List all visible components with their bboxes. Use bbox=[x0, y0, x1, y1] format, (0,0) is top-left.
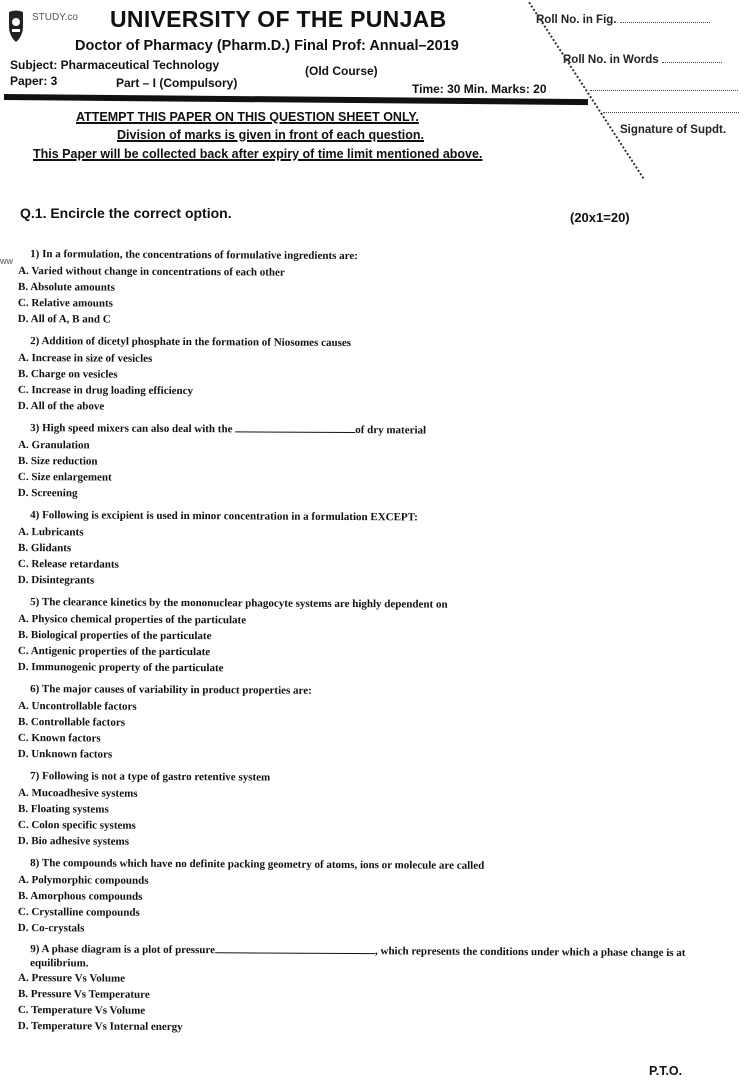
signature-supdt-label: Signature of Supdt. bbox=[620, 124, 727, 136]
option-a[interactable]: A. Increase in size of vesicles bbox=[18, 352, 153, 365]
question-list bbox=[18, 246, 708, 1040]
option-b[interactable]: B. Pressure Vs Temperature bbox=[17, 988, 150, 1001]
option-d[interactable]: D. Screening bbox=[17, 486, 78, 500]
question-1 bbox=[18, 246, 708, 331]
option-c[interactable]: C. Release retardants bbox=[17, 557, 119, 571]
extra-roll-field-2[interactable] bbox=[603, 100, 739, 118]
question-text: 8) The compounds which have no definite packing geometry of atoms, ions or molecule are called bbox=[30, 857, 485, 872]
question-text: 1) In a formulation, the concentrations of formulative ingredients are: bbox=[30, 248, 358, 263]
option-b[interactable]: B. Absolute amounts bbox=[17, 281, 115, 294]
roll-no-words-label: Roll No. in Words bbox=[563, 52, 722, 66]
option-a[interactable]: A. Uncontrollable factors bbox=[18, 700, 137, 713]
option-d[interactable]: D. Unknown factors bbox=[17, 747, 113, 761]
question-text: 4) Following is excipient is used in minor concentration in a formulation EXCEPT: bbox=[30, 509, 418, 524]
university-title: UNIVERSITY OF THE PUNJAB bbox=[110, 6, 447, 32]
option-b[interactable]: B. Amorphous compounds bbox=[17, 890, 143, 903]
section-heading: Q.1. Encircle the correct option. bbox=[20, 205, 232, 221]
option-d[interactable]: D. Immunogenic property of the particulate bbox=[17, 660, 224, 675]
option-c[interactable]: C. Temperature Vs Volume bbox=[17, 1003, 146, 1017]
question-text: 5) The clearance kinetics by the mononuclear phagocyte systems are highly dependent on bbox=[30, 596, 448, 611]
option-a[interactable]: A. Pressure Vs Volume bbox=[18, 972, 126, 985]
option-d[interactable]: D. Temperature Vs Internal energy bbox=[17, 1019, 183, 1034]
option-c[interactable]: C. Colon specific systems bbox=[17, 818, 136, 832]
option-c[interactable]: C. Known factors bbox=[17, 731, 101, 745]
question-2 bbox=[18, 333, 708, 418]
watermark-text: STUDY.co bbox=[32, 12, 78, 23]
question-text: 3) High speed mixers can also deal with the of dry material bbox=[30, 422, 427, 437]
option-b[interactable]: B. Size reduction bbox=[17, 455, 98, 468]
instruction-line-1: ATTEMPT THIS PAPER ON THIS QUESTION SHEET ONLY. bbox=[76, 110, 419, 124]
question-5 bbox=[18, 594, 708, 679]
option-a[interactable]: A. Lubricants bbox=[18, 526, 84, 539]
option-a[interactable]: A. Physico chemical properties of the particulate bbox=[18, 613, 247, 627]
answer-blank[interactable] bbox=[215, 943, 375, 954]
option-c[interactable]: C. Relative amounts bbox=[17, 296, 113, 310]
instruction-line-2: Division of marks is given in front of each question. bbox=[117, 128, 424, 142]
option-a[interactable]: A. Granulation bbox=[18, 439, 90, 452]
option-d[interactable]: D. Co-crystals bbox=[17, 921, 85, 935]
option-d[interactable]: D. Disintegrants bbox=[17, 573, 95, 587]
extra-roll-field[interactable] bbox=[590, 78, 738, 96]
option-b[interactable]: B. Controllable factors bbox=[17, 716, 126, 729]
question-text: 7) Following is not a type of gastro retentive system bbox=[30, 770, 271, 784]
option-d[interactable]: D. Bio adhesive systems bbox=[17, 834, 130, 848]
question-6 bbox=[18, 681, 708, 766]
question-3 bbox=[18, 420, 708, 505]
answer-blank[interactable] bbox=[235, 422, 355, 433]
option-b[interactable]: B. Glidants bbox=[17, 542, 72, 555]
option-b[interactable]: B. Biological properties of the particulate bbox=[17, 629, 212, 643]
paper-part: Part – I (Compulsory) bbox=[116, 76, 238, 90]
option-b[interactable]: B. Floating systems bbox=[17, 803, 109, 816]
option-d[interactable]: D. All of the above bbox=[17, 399, 105, 413]
question-7 bbox=[18, 768, 708, 853]
time-marks: Time: 30 Min. Marks: 20 bbox=[412, 82, 547, 96]
option-a[interactable]: A. Varied without change in concentrations of each other bbox=[18, 265, 285, 279]
roll-no-fig-field[interactable] bbox=[620, 12, 710, 23]
question-text: 9) A phase diagram is a plot of pressure , which represents the conditions under which a phase change is at equilibrium. bbox=[30, 943, 686, 970]
question-9 bbox=[18, 942, 709, 1038]
question-text: 6) The major causes of variability in product properties are: bbox=[30, 683, 312, 697]
option-a[interactable]: A. Mucoadhesive systems bbox=[18, 787, 138, 800]
option-c[interactable]: C. Size enlargement bbox=[17, 470, 112, 484]
roll-no-words-field[interactable] bbox=[662, 52, 722, 63]
question-4 bbox=[18, 507, 708, 592]
page-turn-note: P.T.O. bbox=[649, 1064, 683, 1078]
instruction-line-3: This Paper will be collected back after expiry of time limit mentioned above. bbox=[33, 147, 483, 161]
option-a[interactable]: A. Polymorphic compounds bbox=[18, 874, 149, 887]
question-text: 2) Addition of dicetyl phosphate in the formation of Niosomes causes bbox=[30, 335, 352, 350]
subject-line: Subject: Pharmaceutical Technology bbox=[10, 58, 220, 72]
option-b[interactable]: B. Charge on vesicles bbox=[17, 368, 118, 381]
option-d[interactable]: D. All of A, B and C bbox=[17, 312, 111, 326]
paper-number: Paper: 3 bbox=[10, 74, 58, 88]
margin-mark: ww bbox=[0, 256, 13, 266]
program-title: Doctor of Pharmacy (Pharm.D.) Final Prof: Annual–2019 bbox=[75, 38, 459, 54]
question-8 bbox=[18, 855, 708, 940]
roll-no-fig-label: Roll No. in Fig. bbox=[536, 12, 710, 26]
course-type: (Old Course) bbox=[305, 64, 378, 78]
option-c[interactable]: C. Antigenic properties of the particulate bbox=[17, 644, 211, 659]
option-c[interactable]: C. Increase in drug loading efficiency bbox=[17, 383, 194, 398]
option-c[interactable]: C. Crystalline compounds bbox=[17, 905, 140, 919]
university-crest-icon bbox=[6, 10, 26, 44]
section-marks: (20x1=20) bbox=[570, 210, 630, 225]
